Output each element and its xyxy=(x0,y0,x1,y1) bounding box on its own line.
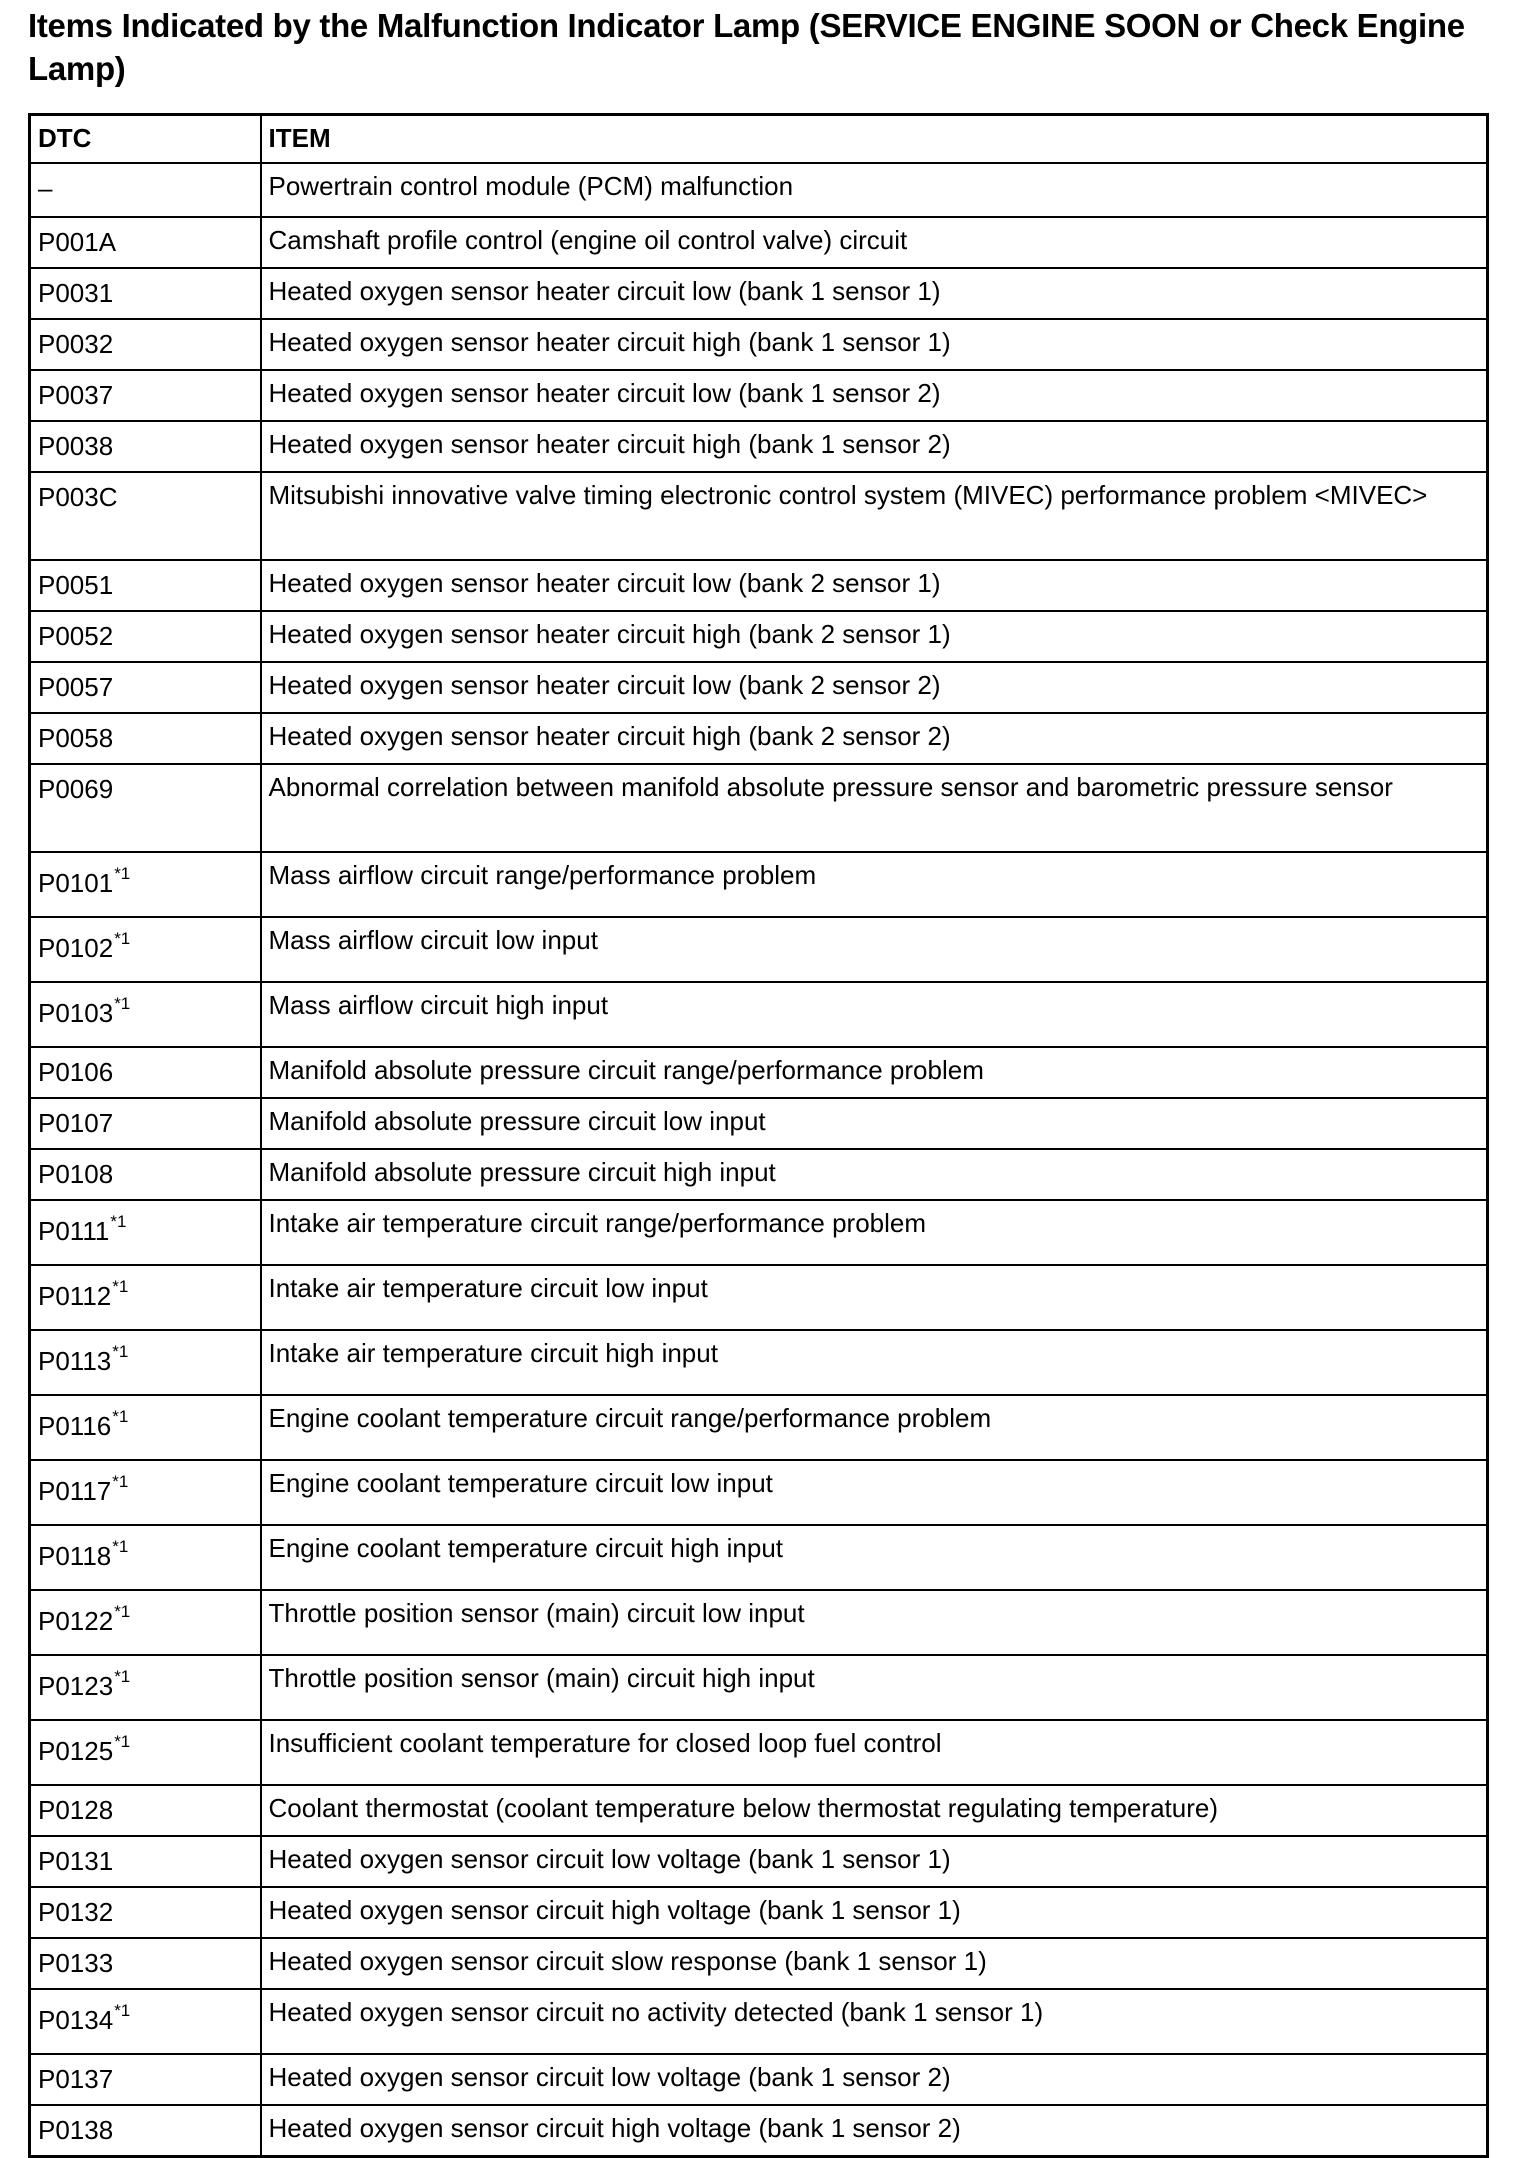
item-cell: Heated oxygen sensor circuit low voltage (bank 1 sensor 1) xyxy=(261,1836,1488,1887)
table-row xyxy=(30,2105,1488,2157)
dtc-code: P0113 xyxy=(38,1346,112,1376)
dtc-cell xyxy=(30,917,261,982)
dtc-cell xyxy=(30,1525,261,1590)
table-row xyxy=(30,1047,1488,1098)
table-row xyxy=(30,1525,1488,1590)
footnote-marker: *1 xyxy=(112,1537,129,1556)
table-row xyxy=(30,1098,1488,1149)
footnote-marker: *1 xyxy=(112,1472,129,1491)
dtc-code: P0138 xyxy=(38,2115,114,2145)
item-cell: Mass airflow circuit low input xyxy=(261,917,1488,982)
table-row xyxy=(30,1836,1488,1887)
dtc-code: P0051 xyxy=(38,570,114,600)
table-header-row xyxy=(30,115,1488,164)
dtc-code: P0102 xyxy=(38,933,114,963)
footnote-marker: *1 xyxy=(112,1342,129,1361)
item-cell: Heated oxygen sensor heater circuit low (bank 1 sensor 2) xyxy=(261,370,1488,421)
table-row xyxy=(30,662,1488,713)
dtc-code: P0118 xyxy=(38,1541,112,1571)
footnote-marker: *1 xyxy=(114,1732,131,1751)
footnote-marker: *1 xyxy=(114,864,131,883)
dtc-code: P0032 xyxy=(38,329,114,359)
dtc-cell xyxy=(30,2105,261,2157)
dtc-cell xyxy=(30,2054,261,2105)
dtc-code: P0112 xyxy=(38,1281,112,1311)
item-cell: Throttle position sensor (main) circuit low input xyxy=(261,1590,1488,1655)
item-cell: Manifold absolute pressure circuit low input xyxy=(261,1098,1488,1149)
item-cell: Heated oxygen sensor circuit high voltage (bank 1 sensor 1) xyxy=(261,1887,1488,1938)
dtc-code: P0108 xyxy=(38,1159,114,1189)
dtc-code: P0069 xyxy=(38,774,114,804)
table-row xyxy=(30,1785,1488,1836)
footnote-marker: *1 xyxy=(112,1407,129,1426)
dtc-cell xyxy=(30,1098,261,1149)
table-row xyxy=(30,421,1488,472)
dtc-cell xyxy=(30,1265,261,1330)
dtc-code: P0125 xyxy=(38,1736,114,1766)
dtc-code: P003C xyxy=(38,482,118,512)
dtc-cell xyxy=(30,1590,261,1655)
table-row xyxy=(30,268,1488,319)
dtc-code: P0058 xyxy=(38,723,114,753)
table-row xyxy=(30,370,1488,421)
dtc-cell xyxy=(30,1989,261,2054)
item-cell: Manifold absolute pressure circuit range/performance problem xyxy=(261,1047,1488,1098)
table-row xyxy=(30,217,1488,268)
dtc-cell xyxy=(30,268,261,319)
dtc-cell xyxy=(30,1149,261,1200)
dtc-cell xyxy=(30,1655,261,1720)
dtc-cell xyxy=(30,217,261,268)
table-row xyxy=(30,1655,1488,1720)
dtc-cell xyxy=(30,1200,261,1265)
footnote-marker: *1 xyxy=(110,1212,127,1231)
item-cell: Heated oxygen sensor circuit no activity detected (bank 1 sensor 1) xyxy=(261,1989,1488,2054)
dtc-code: P0101 xyxy=(38,868,114,898)
dtc-cell xyxy=(30,1395,261,1460)
table-row xyxy=(30,1330,1488,1395)
dtc-cell xyxy=(30,1887,261,1938)
dtc-cell xyxy=(30,852,261,917)
table-row xyxy=(30,1149,1488,1200)
item-cell: Throttle position sensor (main) circuit high input xyxy=(261,1655,1488,1720)
table-row xyxy=(30,917,1488,982)
table-row xyxy=(30,1989,1488,2054)
table-row xyxy=(30,1460,1488,1525)
item-cell: Engine coolant temperature circuit high input xyxy=(261,1525,1488,1590)
item-cell: Heated oxygen sensor heater circuit high (bank 1 sensor 2) xyxy=(261,421,1488,472)
dtc-cell xyxy=(30,560,261,611)
footnote-marker: *1 xyxy=(114,2001,131,2020)
item-cell: Heated oxygen sensor heater circuit low (bank 2 sensor 1) xyxy=(261,560,1488,611)
dtc-code: P0122 xyxy=(38,1606,114,1636)
item-cell: Abnormal correlation between manifold absolute pressure sensor and barometric pressure sensor xyxy=(261,764,1488,852)
dtc-cell xyxy=(30,163,261,217)
dtc-code: P001A xyxy=(38,227,117,257)
footnote-marker: *1 xyxy=(114,1602,131,1621)
item-cell: Intake air temperature circuit high input xyxy=(261,1330,1488,1395)
dtc-code: P0037 xyxy=(38,380,114,410)
item-cell: Intake air temperature circuit range/performance problem xyxy=(261,1200,1488,1265)
dtc-code: P0116 xyxy=(38,1411,112,1441)
footnote-marker: *1 xyxy=(114,1667,131,1686)
dtc-cell xyxy=(30,1330,261,1395)
dtc-cell xyxy=(30,1785,261,1836)
table-row xyxy=(30,611,1488,662)
table-row xyxy=(30,982,1488,1047)
item-cell: Powertrain control module (PCM) malfunction xyxy=(261,163,1488,217)
dtc-code: P0117 xyxy=(38,1476,112,1506)
dtc-code: P0128 xyxy=(38,1795,114,1825)
item-cell: Heated oxygen sensor circuit high voltage (bank 1 sensor 2) xyxy=(261,2105,1488,2157)
item-cell: Manifold absolute pressure circuit high input xyxy=(261,1149,1488,1200)
dtc-code: P0038 xyxy=(38,431,114,461)
dtc-table xyxy=(28,113,1489,2158)
item-cell: Mitsubishi innovative valve timing electronic control system (MIVEC) performance problem <MIVEC> xyxy=(261,472,1488,560)
dtc-cell xyxy=(30,1460,261,1525)
dtc-cell xyxy=(30,370,261,421)
footnote-marker: *1 xyxy=(112,1277,129,1296)
item-cell: Mass airflow circuit high input xyxy=(261,982,1488,1047)
dtc-code: P0111 xyxy=(38,1216,110,1246)
dtc-cell xyxy=(30,662,261,713)
dtc-cell xyxy=(30,1836,261,1887)
table-row xyxy=(30,319,1488,370)
table-row xyxy=(30,1395,1488,1460)
item-cell: Mass airflow circuit range/performance problem xyxy=(261,852,1488,917)
item-cell: Coolant thermostat (coolant temperature below thermostat regulating temperature) xyxy=(261,1785,1488,1836)
dtc-code: P0103 xyxy=(38,998,114,1028)
dtc-cell xyxy=(30,764,261,852)
item-cell: Heated oxygen sensor circuit slow response (bank 1 sensor 1) xyxy=(261,1938,1488,1989)
table-row xyxy=(30,713,1488,764)
dtc-cell xyxy=(30,421,261,472)
dtc-code: P0106 xyxy=(38,1057,114,1087)
table-row xyxy=(30,2054,1488,2105)
table-row xyxy=(30,472,1488,560)
dtc-code: – xyxy=(38,173,53,203)
dtc-code: P0057 xyxy=(38,672,114,702)
dtc-cell xyxy=(30,713,261,764)
item-cell: Insufficient coolant temperature for closed loop fuel control xyxy=(261,1720,1488,1785)
table-row xyxy=(30,560,1488,611)
dtc-code: P0031 xyxy=(38,278,114,308)
table-row xyxy=(30,852,1488,917)
dtc-cell xyxy=(30,1047,261,1098)
dtc-cell xyxy=(30,982,261,1047)
table-row xyxy=(30,163,1488,217)
table-row xyxy=(30,1265,1488,1330)
header-item: ITEM xyxy=(261,115,1488,164)
table-row xyxy=(30,1720,1488,1785)
table-row xyxy=(30,1590,1488,1655)
dtc-code: P0107 xyxy=(38,1108,114,1138)
table-row xyxy=(30,1200,1488,1265)
dtc-code: P0123 xyxy=(38,1671,114,1701)
item-cell: Engine coolant temperature circuit range/performance problem xyxy=(261,1395,1488,1460)
table-row xyxy=(30,764,1488,852)
item-cell: Heated oxygen sensor heater circuit high (bank 1 sensor 1) xyxy=(261,319,1488,370)
dtc-cell xyxy=(30,472,261,560)
dtc-code: P0133 xyxy=(38,1948,114,1978)
header-dtc: DTC xyxy=(30,115,261,164)
dtc-code: P0132 xyxy=(38,1897,114,1927)
page-title: Items Indicated by the Malfunction Indicator Lamp (SERVICE ENGINE SOON or Check Engine Lamp) xyxy=(28,7,1465,87)
footnote-marker: *1 xyxy=(114,994,131,1013)
item-cell: Heated oxygen sensor heater circuit low (bank 1 sensor 1) xyxy=(261,268,1488,319)
footnote-marker: *1 xyxy=(114,929,131,948)
item-cell: Engine coolant temperature circuit low input xyxy=(261,1460,1488,1525)
item-cell: Heated oxygen sensor heater circuit high (bank 2 sensor 1) xyxy=(261,611,1488,662)
item-cell: Camshaft profile control (engine oil control valve) circuit xyxy=(261,217,1488,268)
dtc-code: P0134 xyxy=(38,2005,114,2035)
dtc-cell xyxy=(30,611,261,662)
item-cell: Intake air temperature circuit low input xyxy=(261,1265,1488,1330)
item-cell: Heated oxygen sensor heater circuit high (bank 2 sensor 2) xyxy=(261,713,1488,764)
dtc-code: P0052 xyxy=(38,621,114,651)
dtc-cell xyxy=(30,319,261,370)
dtc-code: P0131 xyxy=(38,1846,114,1876)
dtc-cell xyxy=(30,1720,261,1785)
item-cell: Heated oxygen sensor circuit low voltage (bank 1 sensor 2) xyxy=(261,2054,1488,2105)
dtc-code: P0137 xyxy=(38,2064,114,2094)
table-row xyxy=(30,1887,1488,1938)
item-cell: Heated oxygen sensor heater circuit low (bank 2 sensor 2) xyxy=(261,662,1488,713)
